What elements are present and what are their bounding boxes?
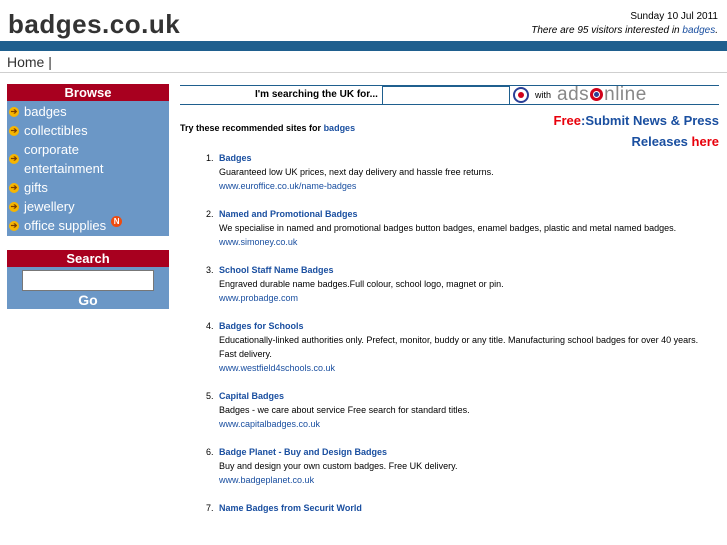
search-panel	[7, 250, 169, 309]
promo-line-2	[554, 131, 719, 152]
uk-search-input[interactable]	[382, 86, 510, 105]
current-date: Sunday 10 Jul 2011	[630, 11, 718, 22]
adsonline-logo-suffix: nline	[604, 84, 647, 105]
results-intro-text: Try these recommended sites for	[180, 123, 324, 133]
sidebar-search-input[interactable]	[22, 270, 154, 291]
result-number: 3.	[206, 265, 214, 275]
result-description: Badges - we care about service Free search for standard titles.	[219, 405, 470, 415]
adsonline-logo-prefix: ads	[557, 84, 590, 105]
go-button[interactable]: Go	[78, 292, 98, 308]
arrow-icon: ➔	[10, 202, 18, 211]
home-link[interactable]: Home	[7, 54, 45, 70]
search-heading: Search	[7, 250, 169, 267]
browse-item-label: gifts	[24, 180, 48, 195]
browse-item-gifts[interactable]	[7, 178, 169, 197]
nav-divider	[0, 72, 727, 73]
list-item	[190, 151, 710, 193]
promo-here-link[interactable]: here	[691, 134, 719, 149]
result-url-link[interactable]: www.euroffice.co.uk/name-badges	[219, 181, 357, 191]
breadcrumb	[7, 54, 52, 70]
promo-line1-text: :Submit News & Press	[581, 113, 719, 128]
visitor-keyword-link[interactable]: badges	[682, 25, 716, 36]
result-number: 1.	[206, 153, 214, 163]
list-item	[190, 445, 710, 487]
browse-item-corporate-entertainment[interactable]	[7, 140, 169, 178]
result-description: Educationally-linked authorities only. Prefect, monitor, buddy or any title. Manufacturing school badges for over 40 years. Fast delivery.	[219, 335, 699, 359]
press-release-promo[interactable]	[554, 110, 719, 152]
breadcrumb-separator: |	[48, 54, 52, 70]
browse-heading: Browse	[7, 84, 169, 101]
result-title-link[interactable]: Capital Badges	[219, 391, 285, 401]
result-number: 2.	[206, 209, 214, 219]
result-number: 5.	[206, 391, 214, 401]
result-number: 4.	[206, 321, 214, 331]
result-title-link[interactable]: School Staff Name Badges	[219, 265, 334, 275]
visitor-count	[531, 25, 718, 36]
browse-item-jewellery[interactable]	[7, 197, 169, 216]
list-item	[190, 389, 710, 431]
result-url-link[interactable]: www.capitalbadges.co.uk	[219, 419, 321, 429]
result-title-link[interactable]: Badges for Schools	[219, 321, 304, 331]
results-intro-keyword[interactable]: badges	[323, 123, 356, 133]
with-label: with	[535, 90, 552, 100]
browse-item-label: jewellery	[24, 199, 75, 214]
arrow-icon: ➔	[10, 126, 18, 135]
result-title-link[interactable]: Name Badges from Securit World	[219, 503, 362, 513]
uk-search-label: I'm searching the UK for...	[255, 89, 378, 100]
browse-item-label: corporate entertainment	[24, 142, 104, 176]
browse-item-collectibles[interactable]	[7, 121, 169, 140]
result-description: Engraved durable name badges.Full colour, school logo, magnet or pin.	[219, 279, 504, 289]
visitor-text: There are 95 visitors interested in	[531, 25, 683, 36]
adsonline-radio[interactable]	[513, 87, 529, 103]
result-title-link[interactable]: Badge Planet - Buy and Design Badges	[219, 447, 388, 457]
result-number: 7.	[206, 503, 214, 513]
result-description: Buy and design your own custom badges. Free UK delivery.	[219, 461, 458, 471]
result-number: 6.	[206, 447, 214, 457]
result-description: Guaranteed low UK prices, next day delivery and hassle free returns.	[219, 167, 494, 177]
result-title-link[interactable]: Badges	[219, 153, 252, 163]
result-title-link[interactable]: Named and Promotional Badges	[219, 209, 358, 219]
adsonline-logo[interactable]	[557, 84, 647, 106]
results-list	[190, 151, 710, 529]
results-intro	[180, 123, 355, 133]
promo-free: Free	[553, 113, 581, 128]
uk-search-bar	[180, 85, 719, 105]
arrow-icon: ➔	[10, 183, 18, 192]
result-url-link[interactable]: www.probadge.com	[219, 293, 299, 303]
promo-line2-text: Releases	[631, 134, 692, 149]
promo-line-1	[554, 110, 719, 131]
arrow-icon: ➔	[10, 154, 18, 163]
browse-item-badges[interactable]	[7, 102, 169, 121]
list-item	[190, 263, 710, 305]
arrow-icon: ➔	[10, 221, 18, 230]
list-item	[190, 207, 710, 249]
new-badge-icon: N	[111, 216, 122, 227]
browse-item-label: badges	[24, 104, 67, 119]
browse-list	[7, 101, 169, 235]
list-item	[190, 501, 710, 515]
browse-item-label: office supplies	[24, 218, 107, 233]
target-icon	[590, 88, 603, 101]
site-header	[0, 0, 727, 42]
browse-panel	[7, 84, 169, 236]
result-description: We specialise in named and promotional badges button badges, enamel badges, plastic and metal named badges.	[219, 223, 677, 233]
list-item	[190, 319, 710, 375]
browse-item-office-supplies[interactable]	[7, 216, 169, 235]
result-url-link[interactable]: www.westfield4schools.co.uk	[219, 363, 336, 373]
site-logo[interactable]: badges.co.uk	[8, 9, 181, 39]
arrow-icon: ➔	[10, 107, 18, 116]
visitor-suffix: .	[715, 25, 718, 36]
header-divider-bar	[0, 41, 727, 51]
result-url-link[interactable]: www.simoney.co.uk	[219, 237, 298, 247]
result-url-link[interactable]: www.badgeplanet.co.uk	[219, 475, 315, 485]
browse-item-label: collectibles	[24, 123, 88, 138]
